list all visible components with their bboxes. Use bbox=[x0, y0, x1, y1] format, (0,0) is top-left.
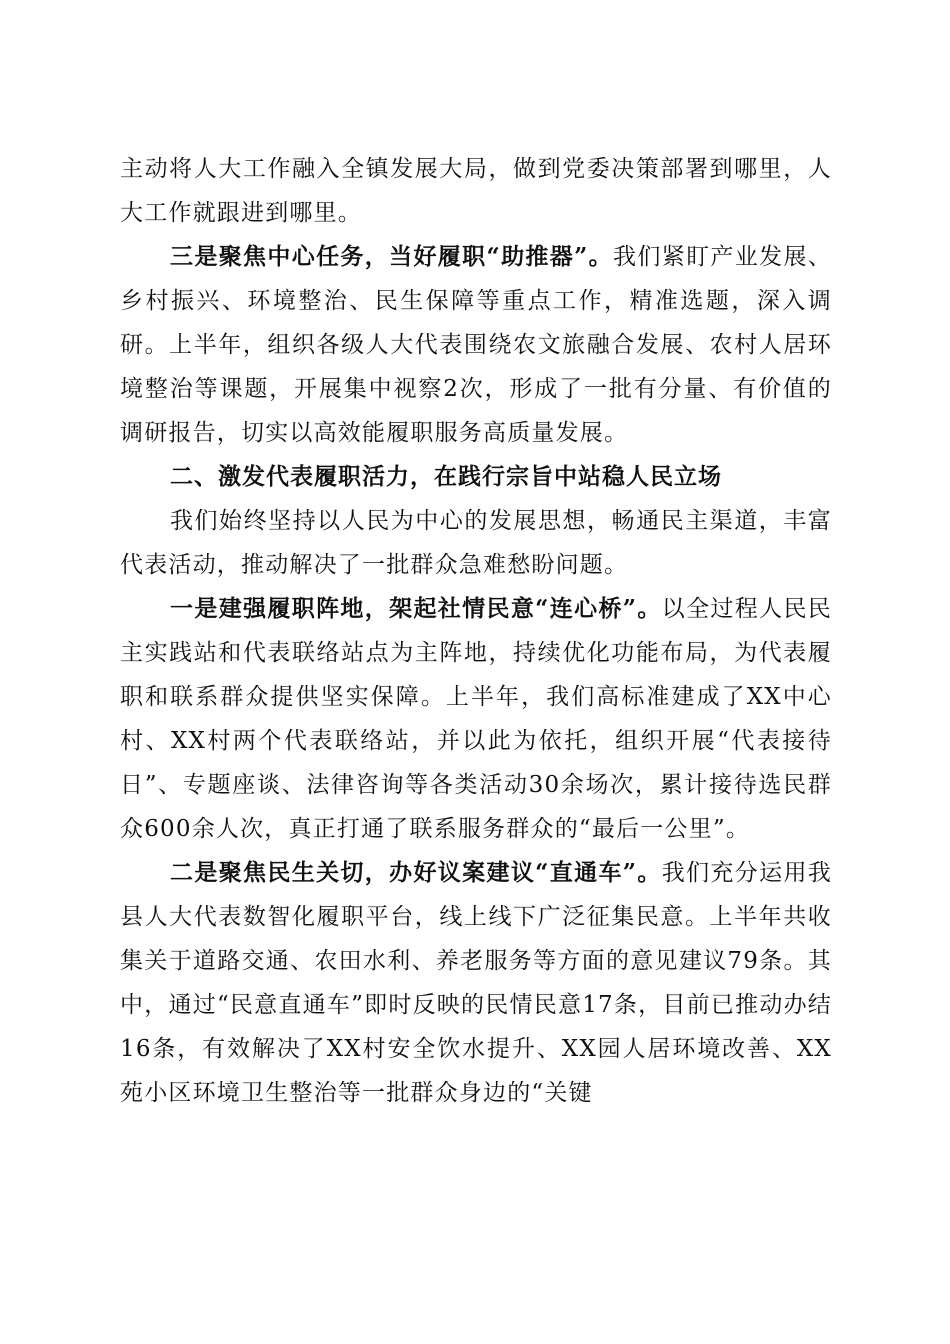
paragraph-build-positions bbox=[120, 587, 832, 851]
paragraph-lead-phrase: 二是聚焦民生关切，办好议案建议“直通车”。 bbox=[170, 859, 662, 886]
paragraph-body-text: 我们紧盯产业发展、乡村振兴、环境整治、民生保障等重点工作，精准选题，深入调研。上半年，组织各级人大代表围绕农文旅融合发展、农村人居环境整治等课题，开展集中视察2次，形成了一批有分量、有价值的调研报告，切实以高效能履职服务高质量发展。 bbox=[120, 244, 832, 446]
paragraph-body-text: 我们充分运用我县人大代表数智化履职平台，线上线下广泛征集民意。上半年共收集关于道路交通、农田水利、养老服务等方面的意见建议79条。其中，通过“民意直通车”即时反映的民情民意17条，目前已推动办结16条，有效解决了XX村安全饮水提升、XX园人居环境改善、XX苑小区环境卫生整治等一批群众身边的“关键 bbox=[120, 860, 832, 1106]
paragraph-lead-phrase: 一是建强履职阵地，架起社情民意“连心桥”。 bbox=[170, 595, 662, 622]
document-body bbox=[120, 147, 832, 1115]
section-heading: 二、激发代表履职活力，在践行宗旨中站稳人民立场 bbox=[170, 464, 722, 490]
paragraph-lead-phrase: 三是聚焦中心任务，当好履职“助推器”。 bbox=[170, 243, 614, 270]
paragraph-focus-central-tasks bbox=[120, 235, 832, 455]
paragraph-section-intro: 我们始终坚持以人民为中心的发展思想，畅通民主渠道，丰富代表活动，推动解决了一批群众急难愁盼问题。 bbox=[120, 508, 832, 578]
paragraph-continuation: 主动将人大工作融入全镇发展大局，做到党委决策部署到哪里，人大工作就跟进到哪里。 bbox=[120, 156, 832, 226]
paragraph-livelihood-concerns bbox=[120, 851, 832, 1115]
paragraph-body-text: 以全过程人民民主实践站和代表联络站点为主阵地，持续优化功能布局，为代表履职和联系群众提供坚实保障。上半年，我们高标准建成了XX中心村、XX村两个代表联络站，并以此为依托，组织开展“代表接待日”、专题座谈、法律咨询等各类活动30余场次，累计接待选民群众600余人次，真正打通了联系服务群众的“最后一公里”。 bbox=[120, 596, 832, 842]
